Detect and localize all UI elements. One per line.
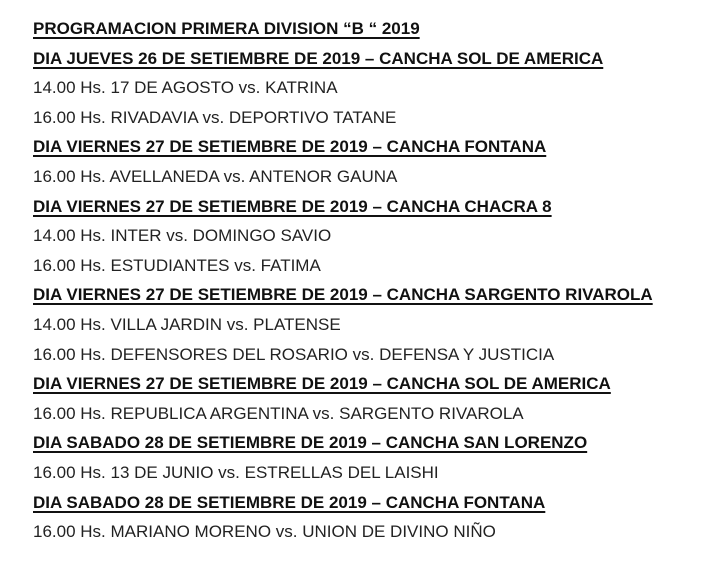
match-line: 16.00 Hs. AVELLANEDA vs. ANTENOR GAUNA bbox=[33, 166, 398, 186]
section-5 bbox=[33, 369, 713, 428]
match-line: 16.00 Hs. 13 DE JUNIO vs. ESTRELLAS DEL LAISHI bbox=[33, 462, 439, 482]
match-line: 14.00 Hs. 17 DE AGOSTO vs. KATRINA bbox=[33, 78, 338, 98]
section-heading: DIA VIERNES 27 DE SETIEMBRE DE 2019 – CANCHA SOL DE AMERICA bbox=[33, 374, 611, 394]
match-line: 14.00 Hs. INTER vs. DOMINGO SAVIO bbox=[33, 226, 332, 246]
section-heading: DIA SABADO 28 DE SETIEMBRE DE 2019 – CANCHA SAN LORENZO bbox=[33, 433, 588, 453]
match-line: 16.00 Hs. REPUBLICA ARGENTINA vs. SARGENTO RIVAROLA bbox=[33, 403, 524, 423]
section-heading: DIA JUEVES 26 DE SETIEMBRE DE 2019 – CANCHA SOL DE AMERICA bbox=[33, 48, 604, 68]
match-line: 16.00 Hs. DEFENSORES DEL ROSARIO vs. DEFENSA Y JUSTICIA bbox=[33, 344, 555, 364]
section-heading: DIA VIERNES 27 DE SETIEMBRE DE 2019 – CANCHA SARGENTO RIVAROLA bbox=[33, 285, 653, 305]
section-6 bbox=[33, 428, 713, 487]
match-line: 16.00 Hs. RIVADAVIA vs. DEPORTIVO TATANE bbox=[33, 107, 397, 127]
fixture-document bbox=[33, 14, 713, 547]
match-line: 14.00 Hs. VILLA JARDIN vs. PLATENSE bbox=[33, 314, 341, 334]
section-2 bbox=[33, 132, 713, 191]
section-1 bbox=[33, 44, 713, 133]
section-7 bbox=[33, 488, 713, 547]
section-4 bbox=[33, 280, 713, 369]
match-line: 16.00 Hs. ESTUDIANTES vs. FATIMA bbox=[33, 255, 321, 275]
section-3 bbox=[33, 192, 713, 281]
match-line: 16.00 Hs. MARIANO MORENO vs. UNION DE DIVINO NIÑO bbox=[33, 522, 496, 542]
section-heading: DIA SABADO 28 DE SETIEMBRE DE 2019 – CANCHA FONTANA bbox=[33, 492, 546, 512]
section-heading: DIA VIERNES 27 DE SETIEMBRE DE 2019 – CANCHA FONTANA bbox=[33, 137, 547, 157]
document-title: PROGRAMACION PRIMERA DIVISION “B “ 2019 bbox=[33, 19, 420, 38]
section-heading: DIA VIERNES 27 DE SETIEMBRE DE 2019 – CANCHA CHACRA 8 bbox=[33, 196, 552, 216]
